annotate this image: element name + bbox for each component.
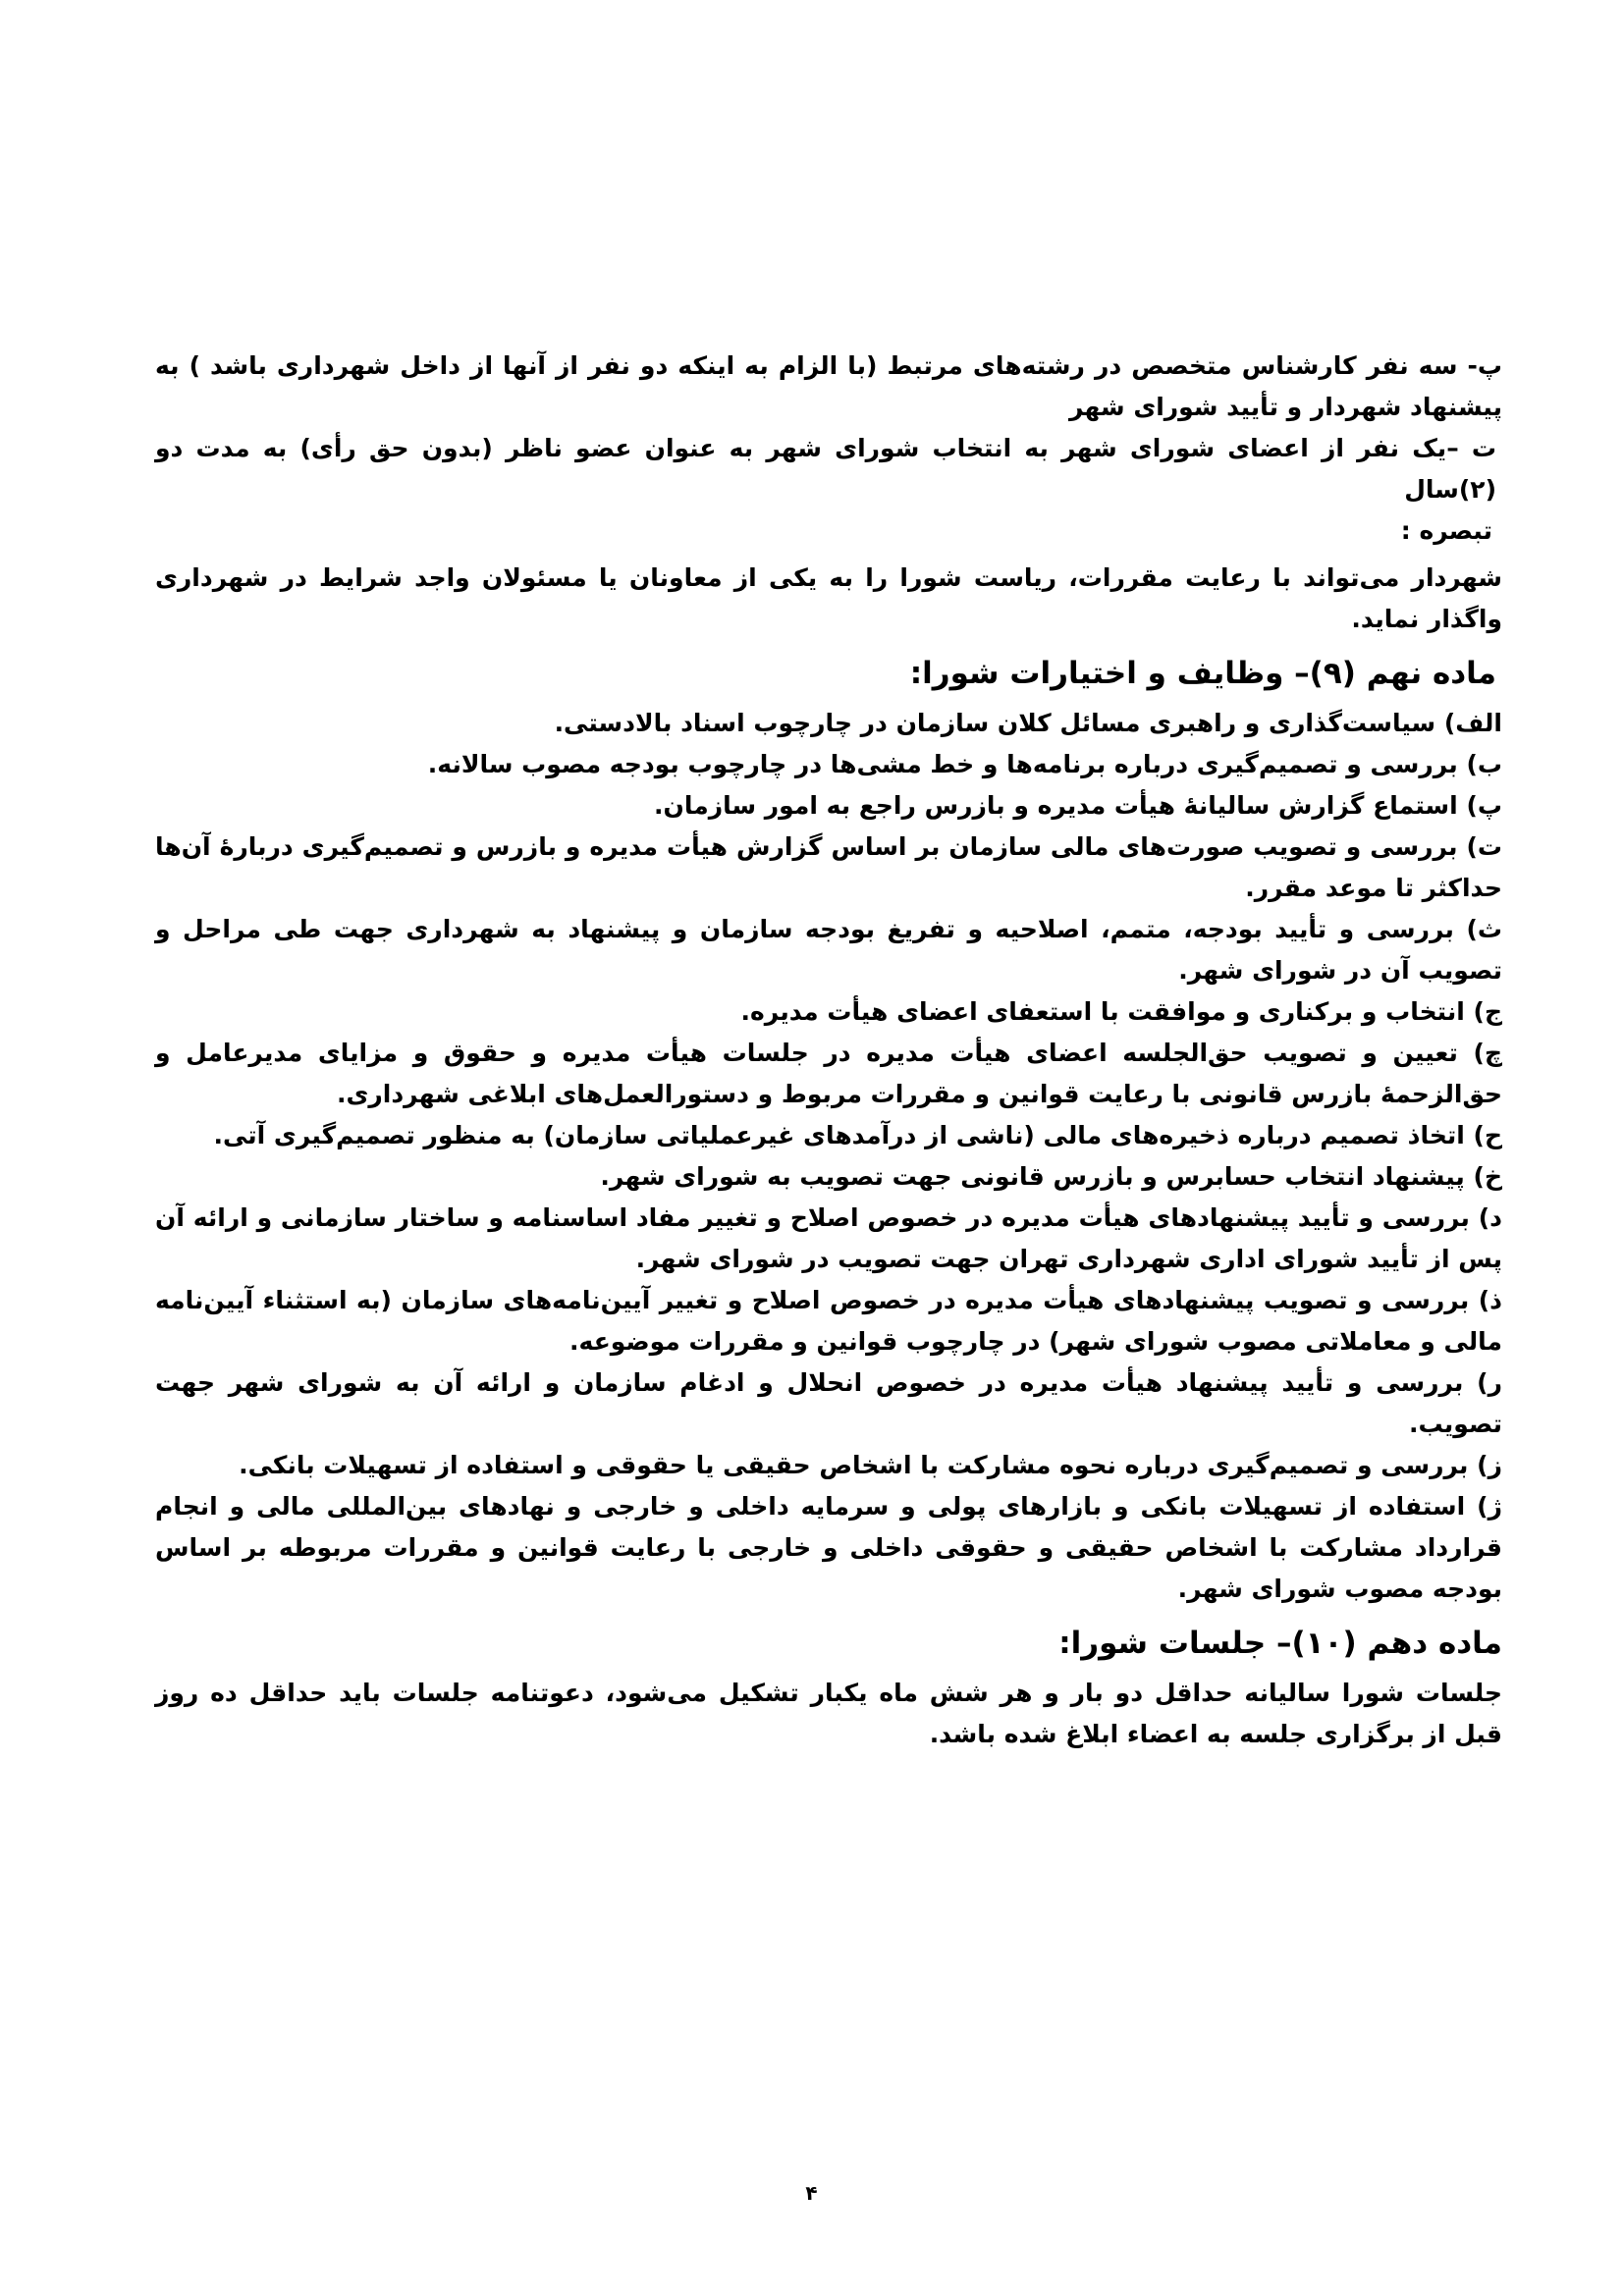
item-text: استماع گزارش سالیانهٔ هیأت مدیره و بازرس راجع به امور سازمان. — [654, 791, 1458, 820]
article-9-item — [155, 909, 1502, 991]
page-number: ۴ — [805, 2181, 818, 2205]
item-text: تعیین و تصویب حق‌الجلسه اعضای هیأت مدیره در جلسات هیأت مدیره و حقوق و مزایای مدیرعامل و حق‌الزحمهٔ بازرس قانونی با رعایت قوانین و مقررات مربوط و دستورالعمل‌های ابلاغی شهرداری. — [155, 1039, 1502, 1108]
item-text: پیشنهاد انتخاب حسابرس و بازرس قانونی جهت تصویب به شورای شهر. — [600, 1162, 1465, 1191]
intro-item-te — [155, 428, 1502, 510]
item-text: سیاست‌گذاری و راهبری مسائل کلان سازمان در چارچوب اسناد بالادستی. — [554, 709, 1436, 737]
item-label: خ) — [1473, 1162, 1502, 1191]
article-10-heading: ماده دهم (۱۰)– جلسات شورا: — [1058, 1626, 1502, 1661]
article-9-item — [155, 785, 1502, 827]
item-label: پ- — [1457, 351, 1502, 380]
article-9-item — [155, 1362, 1502, 1445]
item-label: ز) — [1477, 1451, 1502, 1479]
article-9-item — [155, 1280, 1502, 1362]
note-text: شهردار می‌تواند با رعایت مقررات، ریاست شورا را به یکی از معاونان یا مسئولان واجد شرایط در شهرداری واگذار نماید. — [155, 563, 1502, 633]
item-label: ذ) — [1478, 1286, 1502, 1314]
article-10-text: جلسات شورا سالیانه حداقل دو بار و هر شش ماه یکبار تشکیل می‌شود، دعوتنامه جلسات باید حداقل ده روز قبل از برگزاری جلسه به اعضاء ابلاغ شده باشد. — [155, 1679, 1502, 1748]
item-text: یک نفر از اعضای شورای شهر به انتخاب شورای شهر به عنوان عضو ناظر (بدون حق رأی) به مدت دو (۲)سال — [155, 434, 1496, 504]
article-9-item — [155, 827, 1502, 909]
item-text: انتخاب و برکناری و موافقت با استعفای اعضای هیأت مدیره. — [740, 997, 1465, 1026]
item-text: بررسی و تأیید بودجه، متمم، اصلاحیه و تفریغ بودجه سازمان و پیشنهاد به شهرداری جهت طی مراحل و تصویب آن در شورای شهر. — [155, 915, 1502, 985]
item-label: پ) — [1466, 791, 1502, 820]
article-9-item — [155, 1445, 1502, 1486]
item-label: ب) — [1466, 750, 1502, 778]
article-9-item — [155, 1486, 1502, 1610]
item-text: بررسی و تأیید پیشنهادهای هیأت مدیره در خصوص اصلاح و تغییر مفاد اساسنامه و ساختار سازمانی و ارائه آن پس از تأیید شورای اداری شهرداری تهران جهت تصویب در شورای شهر. — [155, 1203, 1502, 1273]
article-9-item — [155, 1115, 1502, 1156]
article-9-item — [155, 1156, 1502, 1198]
item-text: اتخاذ تصمیم درباره ذخیره‌های مالی (ناشی از درآمدهای غیرعملیاتی سازمان) به منظور تصمیم‌گیری آتی. — [213, 1121, 1465, 1149]
item-text: سه نفر کارشناس متخصص در رشته‌های مرتبط (با الزام به اینکه دو نفر از آنها از داخل شهرداری باشد ) به پیشنهاد شهردار و تأیید شورای شهر — [155, 351, 1502, 421]
item-label: ج) — [1473, 997, 1502, 1026]
article-9-item — [155, 1033, 1502, 1115]
item-label: د) — [1478, 1203, 1502, 1232]
document-page — [155, 346, 1502, 1755]
item-text: استفاده از تسهیلات بانکی و بازارهای پولی و سرمایه داخلی و خارجی و نهادهای بین‌المللی مالی و انجام قرارداد مشارکت با اشخاص حقیقی و حقوقی داخلی و خارجی با رعایت قوانین و مقررات مربوطه بر اساس بودجه مصوب شورای شهر. — [155, 1492, 1502, 1603]
item-text: بررسی و تصویب صورت‌های مالی سازمان بر اساس گزارش هیأت مدیره و بازرس و تصمیم‌گیری دربارهٔ آن‌ها حداکثر تا موعد مقرر. — [155, 832, 1502, 902]
item-label: ت) — [1466, 832, 1502, 861]
item-label: الف) — [1443, 709, 1502, 737]
item-text: بررسی و تأیید پیشنهاد هیأت مدیره در خصوص انحلال و ادغام سازمان و ارائه آن به شورای شهر جهت تصویب. — [155, 1368, 1502, 1438]
item-text: بررسی و تصمیم‌گیری درباره نحوه مشارکت با اشخاص حقیقی یا حقوقی و استفاده از تسهیلات بانکی. — [239, 1451, 1469, 1479]
item-label: ت – — [1446, 434, 1497, 462]
intro-item-pe — [155, 346, 1502, 428]
article-9-item — [155, 703, 1502, 744]
item-label: چ) — [1473, 1039, 1502, 1067]
article-9-heading: ماده نهم (۹)– وظایف و اختیارات شورا: — [909, 656, 1496, 691]
item-label: ژ) — [1477, 1492, 1502, 1521]
item-label: ر) — [1477, 1368, 1502, 1397]
article-9-item — [155, 744, 1502, 785]
note-heading: تبصره : — [1400, 516, 1492, 545]
article-9-item — [155, 991, 1502, 1033]
item-text: بررسی و تصمیم‌گیری درباره برنامه‌ها و خط مشی‌ها در چارچوب بودجه مصوب سالانه. — [427, 750, 1458, 778]
item-label: ث) — [1466, 915, 1502, 943]
item-label: ح) — [1473, 1121, 1502, 1149]
article-9-items — [155, 703, 1502, 1610]
item-text: بررسی و تصویب پیشنهادهای هیأت مدیره در خصوص اصلاح و تغییر آیین‌نامه‌های سازمان (به استثناء آیین‌نامه مالی و معاملاتی مصوب شورای شهر) در چارچوب قوانین و مقررات موضوعه. — [155, 1286, 1502, 1356]
article-9-item — [155, 1198, 1502, 1280]
